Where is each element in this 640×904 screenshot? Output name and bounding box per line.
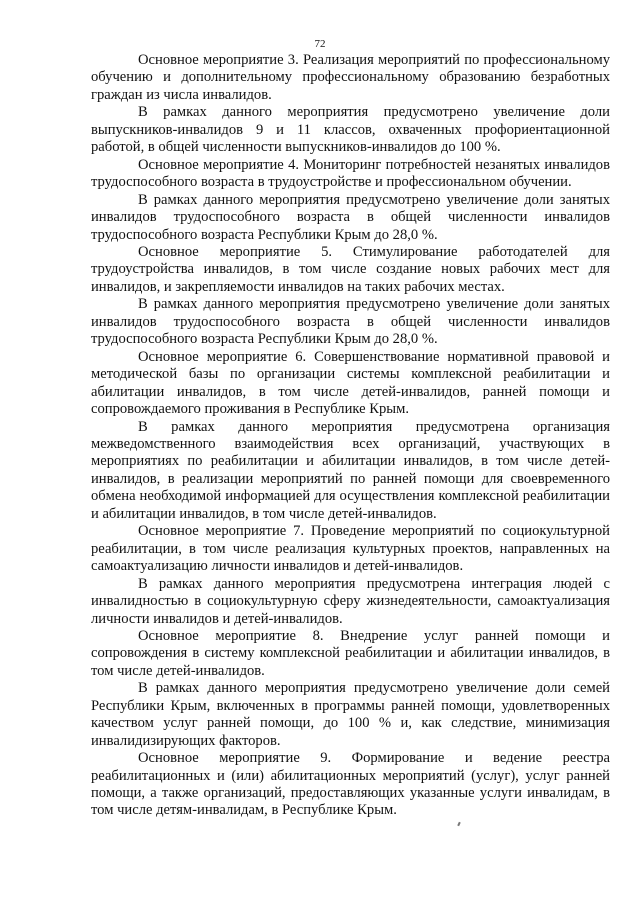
paragraph-measure-7: Основное мероприятие 7. Проведение мероприятий по социокультурной реабилитации, в том числе реализация культурных проектов, направленных на самоактуализацию личности инвалидов и детей-инвалидов. (91, 523, 610, 575)
page-number: 72 (314, 38, 326, 50)
paragraph-measure-8-details: В рамках данного мероприятия предусмотрено увеличение доли семей Республики Крым, включенных в программы ранней помощи, удовлетворенных качеством услуг ранней помощи, до 100 % и, как следствие, минимизация инвалидизирующих факторов. (91, 680, 610, 749)
document-body (91, 52, 610, 820)
paragraph-measure-6-details: В рамках данного мероприятия предусмотрена организация межведомственного взаимодействия всех организаций, участвующих в мероприятиях по реабилитации и абилитации инвалидов, в том числе детей-инвалидов, в реализации мероприятий по ранней помощи для своевременного обмена необходимой информацией для осуществления комплексной реабилитации и абилитации инвалидов, в том числе детей-инвалидов. (91, 418, 610, 522)
paragraph-measure-4-details: В рамках данного мероприятия предусмотрено увеличение доли занятых инвалидов трудоспособного возраста в общей численности инвалидов трудоспособного возраста Республики Крым до 28,0 %. (91, 191, 610, 243)
paragraph-measure-3-details: В рамках данного мероприятия предусмотрено увеличение доли выпускников-инвалидов 9 и 11 классов, охваченных профориентационной работой, в общей численности выпускников-инвалидов до 100 %. (91, 104, 610, 156)
paragraph-measure-3: Основное мероприятие 3. Реализация мероприятий по профессиональному обучению и дополнительному профессиональному образованию безработных граждан из числа инвалидов. (91, 52, 610, 103)
paragraph-measure-4: Основное мероприятие 4. Мониторинг потребностей незанятых инвалидов трудоспособного возраста в трудоустройстве и профессиональном обучении. (91, 156, 610, 191)
paragraph-measure-9: Основное мероприятие 9. Формирование и ведение реестра реабилитационных и (или) абилитационных мероприятий (услуг), услуг ранней помощи, а также организаций, предоставляющих указанные услуги инвалидам, в том числе детям-инвалидам, в Республике Крым. (91, 750, 610, 819)
paragraph-measure-5: Основное мероприятие 5. Стимулирование работодателей для трудоустройства инвалидов, в том числе создание новых рабочих мест для инвалидов, и закрепляемости инвалидов на таких рабочих местах. (91, 243, 610, 295)
scan-speck (457, 822, 461, 826)
paragraph-measure-5-details: В рамках данного мероприятия предусмотрено увеличение доли занятых инвалидов трудоспособного возраста в общей численности инвалидов трудоспособного возраста Республики Крым до 28,0 %. (91, 296, 610, 348)
paragraph-measure-6: Основное мероприятие 6. Совершенствование нормативной правовой и методической базы по организации системы комплексной реабилитации и абилитации инвалидов, в том числе детей-инвалидов, ранней помощи и сопровождаемого проживания в Республике Крым. (91, 348, 610, 418)
paragraph-measure-7-details: В рамках данного мероприятия предусмотрена интеграция людей с инвалидностью в социокультурную сферу жизнедеятельности, самоактуализация личности инвалидов и детей-инвалидов. (91, 575, 610, 627)
paragraph-measure-8: Основное мероприятие 8. Внедрение услуг ранней помощи и сопровождения в систему комплексной реабилитации и абилитации инвалидов, в том числе детей-инвалидов. (91, 627, 610, 679)
